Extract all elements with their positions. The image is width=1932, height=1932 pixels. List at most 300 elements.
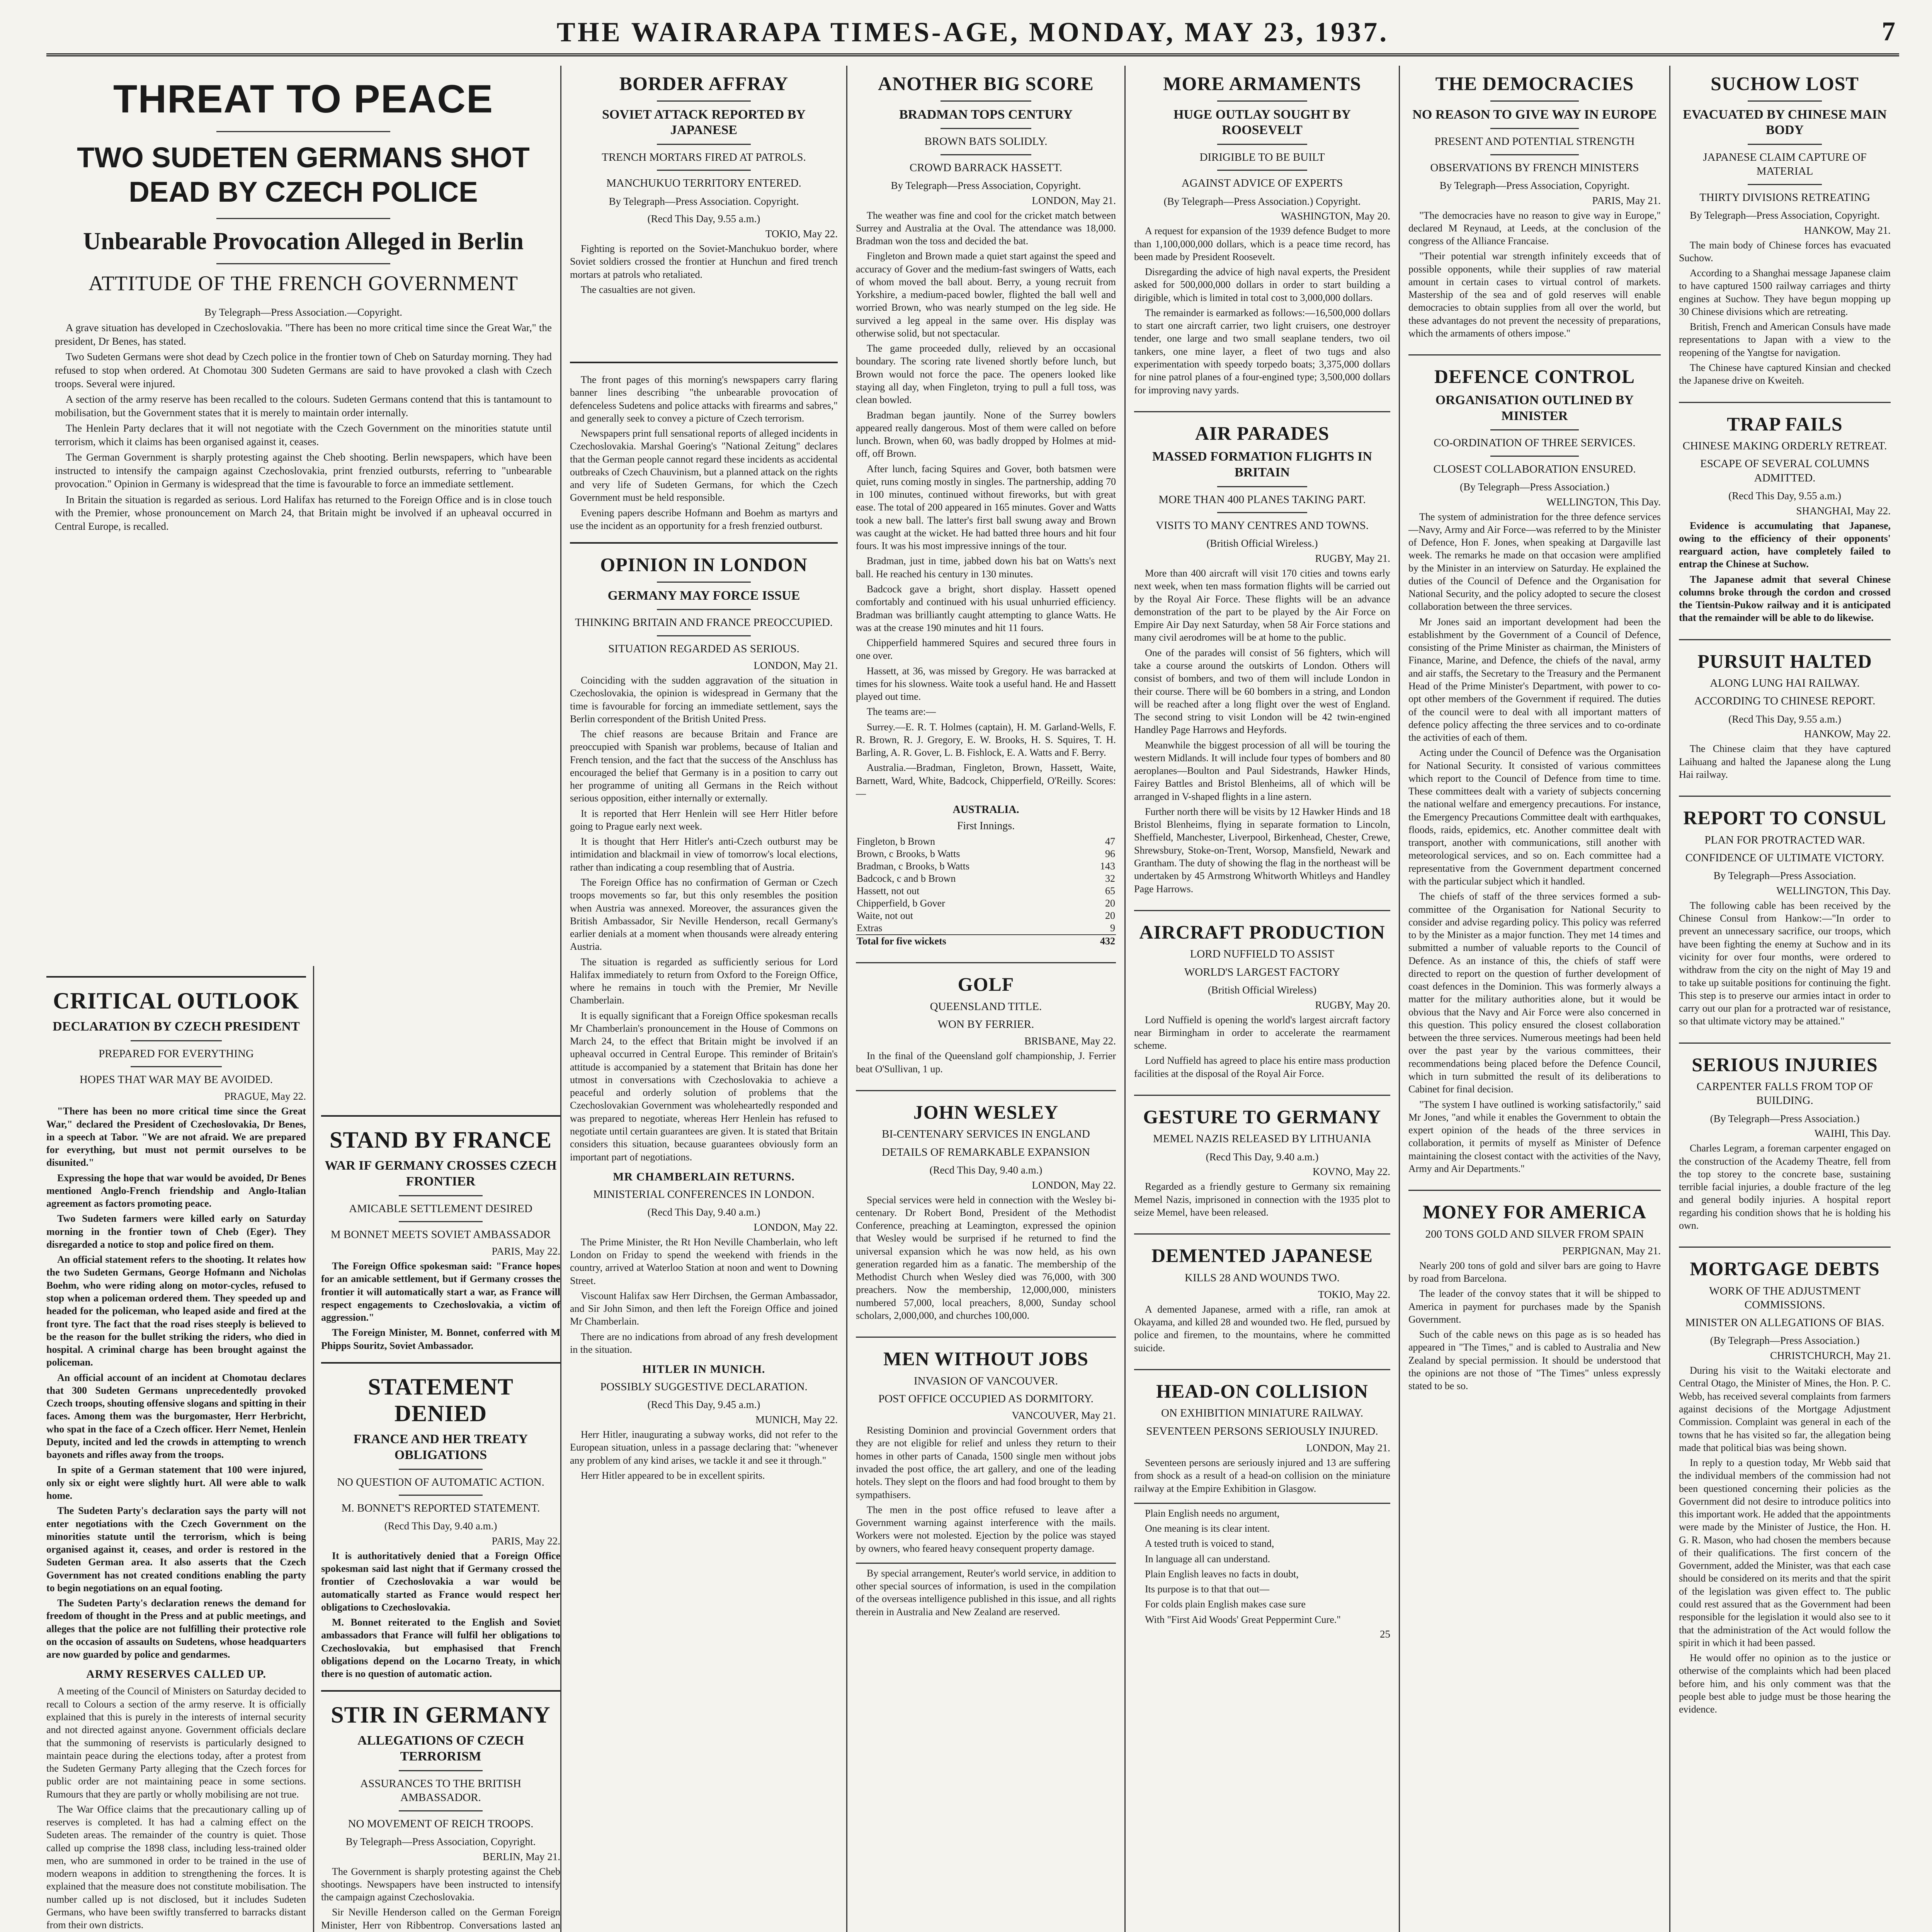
deck: WAR IF GERMANY CROSSES CZECH FRONTIER — [325, 1158, 557, 1189]
recd: (Recd This Day, 9.40 a.m.) — [1206, 1151, 1319, 1163]
paragraph: British, French and American Consuls have made representations to Japan with a view to the reopening of the Yangtse for navigation. — [1679, 321, 1891, 358]
batsman: Badcock, c and b Brown — [857, 873, 956, 884]
story-democracies — [1408, 73, 1661, 340]
story-body — [856, 1424, 1116, 1555]
deck: MEMEL NAZIS RELEASED BY LITHUANIA — [1153, 1133, 1371, 1145]
paragraph: The Chinese have captured Kinsian and checked the Japanese drive on Kweiteh. — [1679, 362, 1891, 386]
credit: (By Telegraph—Press Association.) Copyright. — [1163, 195, 1361, 207]
rule — [399, 1495, 483, 1496]
paragraph: Seventeen persons are seriously injured and 13 are suffering from shock as a result of a head-on collision on the miniature railway at the Empire Exhibition in Glasgow. — [1134, 1457, 1390, 1494]
story-body — [1134, 224, 1390, 396]
rule — [940, 154, 1032, 155]
deck: THIRTY DIVISIONS RETREATING — [1699, 191, 1870, 204]
headline-denied: STATEMENT DENIED — [368, 1374, 514, 1426]
deck: THINKING BRITAIN AND FRANCE PREOCCUPIED. — [575, 616, 833, 629]
paragraph: The Henlein Party declares that it will not negotiate with the Czech Government on the minorities statute until terrorism, which it claims has been organised against it, ceases. — [55, 422, 552, 447]
paragraph: Regarded as a friendly gesture to Germany six remaining Memel Nazis, imprisoned in connection with the 1935 plot to seize Memel, have been released. — [1134, 1181, 1390, 1218]
scorecard-row — [856, 910, 1116, 922]
paragraph: Plain English leaves no facts in doubt, — [1145, 1568, 1299, 1580]
credit: By Telegraph—Press Association. — [1713, 870, 1856, 882]
dateline: WELLINGTON, This Day. — [1776, 884, 1891, 896]
deck: INVASION OF VANCOUVER. — [913, 1374, 1058, 1387]
scorecard-row — [856, 835, 1116, 848]
story-threat-to-peace — [55, 77, 552, 533]
paragraph: Two Sudeten Germans were shot dead by Czech police in the frontier town of Cheb on Saturday morning. They had refused to stop when ordered. At Chomotau 300 Sudeten Germans are said to have provoked a clash with Czech troops. Several were injured. — [55, 351, 552, 389]
deck: MASSED FORMATION FLIGHTS IN BRITAIN — [1152, 449, 1372, 480]
deck: WON BY FERRIER. — [937, 1018, 1034, 1031]
paragraph: Disregarding the advice of high naval experts, the President asked for 500,000,000 dollars in order to start building a dirigible, which is limited in total cost to 3,000,000 dollars. — [1134, 266, 1390, 303]
paragraph: The system of administration for the three defence services—Navy, Army and Air Force—was referred to by the Minister of Defence, Hon F. Jones, when speaking at Dargaville last week. The remarks he made on that occasion were amplified by the Minister in an interview on Saturday. He explained the duties of the Council of Defence and the Organisation for National Security, and the policy adopted to secure the closest collaboration between the three services. — [1408, 511, 1661, 612]
runs: 32 — [1105, 873, 1115, 884]
rule — [657, 609, 751, 610]
dateline: BRISBANE, May 22. — [1024, 1035, 1116, 1047]
headline-london: OPINION IN LONDON — [600, 554, 808, 576]
rule — [216, 131, 390, 132]
deck: NO MOVEMENT OF REICH TROOPS. — [348, 1817, 534, 1830]
paragraph: The Foreign Minister, M. Bonnet, conferred with M Phipps Souritz, Soviet Ambassador. — [321, 1327, 560, 1351]
paragraph: In spite of a German statement that 100 were injured, only six or eight were slightly hurt. All were able to walk home. — [46, 1464, 306, 1501]
deck: POST OFFICE OCCUPIED AS DORMITORY. — [878, 1392, 1094, 1405]
story-gesture — [1134, 1095, 1390, 1219]
verse-lines — [1134, 1507, 1390, 1626]
rule — [321, 1690, 560, 1692]
story-body — [46, 1105, 306, 1661]
deck: NO REASON TO GIVE WAY IN EUROPE — [1412, 107, 1657, 122]
paragraph: Viscount Halifax saw Herr Dirchsen, the German Ambassador, and Sir John Simon, and then left the Foreign Office and joined Mr Chamberlain. — [570, 1290, 838, 1327]
rule — [46, 976, 306, 978]
credit: By Telegraph—Press Association. Copyright. — [609, 195, 799, 207]
story-body — [570, 242, 838, 296]
deck: SEVENTEEN PERSONS SERIOUSLY INJURED. — [1146, 1425, 1378, 1437]
deck: M BONNET MEETS SOVIET AMBASSADOR — [330, 1228, 551, 1241]
headline-score: ANOTHER BIG SCORE — [878, 73, 1094, 94]
paragraph: One meaning is its clear intent. — [1145, 1523, 1270, 1534]
rule — [399, 1195, 483, 1196]
paragraph: Further north there will be visits by 12 Hawker Hinds and 18 Bristol Blenheims, flying in separate formation to Lincoln, Sheffield, Manchester, Liverpool, Birkenhead, Chester, Crewe, Shrewsbury, Stoke-on-Trent, Worsop, Mansfield, Newark and Grantham. The duty of showing the flag in the northeast will be undertaken by 45 Armstrong Whitworth Whitleys and Handley Page Harrows. — [1134, 806, 1390, 895]
dateline: HANKOW, May 22. — [1804, 728, 1891, 740]
subhead-army: ARMY RESERVES CALLED UP. — [86, 1668, 266, 1681]
paragraph: Plain English needs no argument, — [1145, 1507, 1280, 1519]
paragraph: Coinciding with the sudden aggravation of the situation in Czechoslovakia, the opinion is widespread in Germany that the time is favourable for forcing an immediate settlement, says the Berlin correspondent of the British United Press. — [570, 674, 838, 724]
paragraph: The remainder is earmarked as follows:—16,500,000 dollars to start one aircraft carrier, two light cruisers, one destroyer tender, one large and two small seaplane tenders, two oil tankers, one mine layer, a fleet of two tugs and also experimentation with speedy torpedo boats; 3,375,000 dollars for nine patrol planes of a four-engined type; 3,500,000 dollars for improving navy yards. — [1134, 307, 1390, 396]
recd: (Recd This Day, 9.40 a.m.) — [929, 1164, 1043, 1176]
page-number: 7 — [1882, 17, 1895, 46]
credit: By Telegraph—Press Association, Copyright. — [891, 179, 1081, 191]
deck: M. BONNET'S REPORTED STATEMENT. — [341, 1502, 540, 1514]
runs: 9 — [1110, 922, 1115, 934]
deck: CLOSEST COLLABORATION ENSURED. — [1433, 463, 1636, 475]
masthead — [46, 11, 1899, 56]
paragraph: A demented Japanese, armed with a rifle, ran amok at Okayama, and killed 28 and wounded two. He fled, pursued by police and firemen, to the mountains, where he committed suicide. — [1134, 1303, 1390, 1354]
paragraph: M. Bonnet reiterated to the English and Soviet ambassadors that France will fulfil her obligations to Czechoslovakia, but emphasised that French obligations depend on the Locarno Treaty, in which there is no question of automatic action. — [321, 1617, 560, 1680]
rule — [216, 218, 390, 219]
deck: AGAINST ADVICE OF EXPERTS — [1181, 177, 1343, 190]
recd: (Recd This Day, 9.40 a.m.) — [384, 1520, 497, 1532]
deck: CROWD BARRACK HASSETT. — [909, 161, 1063, 174]
deck: CONFIDENCE OF ULTIMATE VICTORY. — [1685, 851, 1884, 864]
column-5 — [1399, 66, 1669, 1932]
deck: ACCORDING TO CHINESE REPORT. — [1694, 695, 1876, 707]
paragraph: Hassett, at 36, was missed by Gregory. He was barracked at times for his slowness. Waite took a useful hand. He and Hassett played out time. — [856, 665, 1116, 702]
paragraph: The Sudeten Party's declaration renews the demand for freedom of thought in the Press and at public meetings, and alleges that the police are not fulfilling their protective role on the occasion of assaults on Sudetens, whose headquarters are now guarded by police and gendarmes. — [46, 1597, 306, 1660]
headline-parades: AIR PARADES — [1195, 422, 1330, 444]
paragraph: He would offer no opinion as to the justice or otherwise of the complaints which had been placed before him, and his only comment was that the people best able to judge must be those hearing the evidence. — [1679, 1652, 1891, 1715]
story-demented — [1134, 1233, 1390, 1354]
headline-critical: CRITICAL OUTLOOK — [53, 988, 299, 1014]
story-body — [1134, 567, 1390, 895]
paragraph: The War Office claims that the precautionary calling up of reserves is completed. It has had a calming effect on the Sudeten areas. The remainder of the country is quiet. Those called up comprise the 1898 class, including less-trained older men, who are summoned in order to be trained in the use of modern weapons in addition to strengthening the forces. It is explained that the measure does not constitute mobilisation. The number called up is not disclosed, but it includes Sudeten Germans, who have been swiftly transferred to barracks distant from their own districts. — [46, 1803, 306, 1931]
batsman: Hassett, not out — [857, 885, 920, 897]
paragraph: Acting under the Council of Defence was the Organisation for National Security. It consisted of various committees which report to the Council of Defence from time to time. These committees dealt with a variety of subjects concerning the national welfare and emergency precautions. For instance, the Emergency Precautions Committee dealt with earthquakes, floods, raids, epidemics, etc. Another committee dealt with transport, another with communications, still another with meteorological services, and so on. Each committee had a representative from the Government department concerned with the particular subject which it handled. — [1408, 747, 1661, 887]
story-body — [1679, 519, 1891, 624]
paragraph: Charles Legram, a foreman carpenter engaged on the construction of the Academy Theatre, fell from the top storey to the concrete base, sustaining terrible facial injuries, a double fracture of the leg and general bodily injuries. A hospital report regarding his condition shows that he is holding his own. — [1679, 1143, 1891, 1231]
paragraph: The Foreign Office spokesman said: "France hopes for an amicable settlement, but if Germany crosses the frontier it will automatically start a war, as France will respect engagements to Czechoslovakia, a victim of aggression." — [321, 1260, 560, 1323]
runs: 20 — [1105, 910, 1115, 922]
rule — [570, 542, 838, 544]
paragraph: According to a Shanghai message Japanese claim to have captured 1500 railway carriages and thirty engines at Suchow. They have begun mopping up 30 Chinese divisions which are retreating. — [1679, 267, 1891, 317]
rule — [1217, 486, 1307, 487]
deck: 200 TONS GOLD AND SILVER FROM SPAIN — [1425, 1228, 1644, 1240]
credit: By Telegraph—Press Association, Copyright. — [345, 1835, 536, 1847]
deck: EVACUATED BY CHINESE MAIN BODY — [1683, 107, 1887, 138]
story-border-affray — [570, 73, 838, 296]
story-mortgage-debts — [1679, 1247, 1891, 1716]
paragraph: Chipperfield hammered Squires and secured three fours in one over. — [856, 637, 1116, 662]
deck: BRADMAN TOPS CENTURY — [899, 107, 1073, 122]
paragraph: The men in the post office refused to leave after a Government warning against interference with the mails. Workers were not molested. Ejection by the police was stayed by owners, who feared heavy consequent property damage. — [856, 1504, 1116, 1554]
dateline: LONDON, May 21. — [1306, 1442, 1390, 1454]
deck: ALLEGATIONS OF CZECH TERRORISM — [357, 1733, 524, 1764]
scorecard — [856, 835, 1116, 947]
credit: (By Telegraph—Press Association.) — [1460, 481, 1609, 493]
paragraph: Fingleton and Brown made a quiet start against the speed and accuracy of Gover and the medium-fast swingers of Watts, each of whom moved the ball about. Berry, a young recruit from Yorkshire, a medium-paced bowler, flighted the ball well and worried Brown, who was nearly stumped on the leg side. He survived a leg appeal in the same over. His display was otherwise solid, but not spectacular. — [856, 250, 1116, 339]
dateline: PRAGUE, May 22. — [224, 1090, 306, 1102]
story-body — [1134, 1180, 1390, 1219]
paragraph: Resisting Dominion and provincial Government orders that they are not eligible for relief and unless they return to their homes in other parts of Canada, 1500 single men without jobs invaded the post office, the art gallery, and one of the leading hotels. They slept on the floors and had food brought to them by sympathisers. — [856, 1425, 1116, 1500]
paragraph: Badcock gave a bright, short display. Hassett opened comfortably and continued with his usual unhurried efficiency. Bradman was brilliantly caught attempting to glance Watts. He was at the crease 190 minutes and hit 11 fours. — [856, 583, 1116, 633]
deck: AMICABLE SETTLEMENT DESIRED — [349, 1202, 532, 1215]
story-body — [570, 1428, 838, 1482]
deck: CHINESE MAKING ORDERLY RETREAT. — [1682, 440, 1887, 452]
runs: 47 — [1105, 836, 1115, 847]
story-aircraft-production — [1134, 910, 1390, 1080]
story-defence-control — [1408, 354, 1661, 1175]
deck: NO QUESTION OF AUTOMATIC ACTION. — [337, 1476, 544, 1488]
rule — [940, 128, 1032, 129]
dateline: KOVNO, May 22. — [1313, 1166, 1390, 1178]
rule — [1748, 184, 1822, 185]
paragraph: Bradman, just in time, jabbed down his bat on Watts's next ball. He reached his century in 130 minutes. — [856, 555, 1116, 580]
story-money-for-america — [1408, 1190, 1661, 1392]
story-body — [1679, 1364, 1891, 1716]
column-1 — [46, 66, 560, 1932]
rule — [1490, 100, 1579, 102]
recd: (Recd This Day, 9.55 a.m.) — [647, 213, 760, 225]
paragraph: For colds plain English makes case sure — [1145, 1599, 1306, 1610]
scorecard-row — [856, 872, 1116, 885]
paragraph: After lunch, facing Squires and Gover, both batsmen were quiet, runs coming mostly in singles. The partnership, adding 70 in 100 minutes, continued without fireworks, but with great ease. The total of 200 appeared in 165 minutes. Gover and Watts took a new ball. The latter's first ball swung away and Brown was caught at the wicket. He had batted three hours and hit four fours. It was his most impressive innings of the tour. — [856, 463, 1116, 552]
batsman: Brown, c Brooks, b Watts — [857, 848, 960, 860]
batsman: Fingleton, b Brown — [857, 836, 935, 847]
headline-collision: HEAD-ON COLLISION — [1156, 1380, 1369, 1402]
deck: TRENCH MORTARS FIRED AT PATROLS. — [602, 151, 806, 164]
rule — [399, 1469, 483, 1470]
story-body — [321, 1260, 560, 1352]
deck: WORLD'S LARGEST FACTORY — [1184, 966, 1340, 978]
paragraph: One of the parades will consist of 56 fighters, which will take a course around the outskirts of London. Others will consist of bombers, and two of them will include London in their course. There will be 60 bombers in a string, and London will be reached after a long flight over the west of England. The second string to visit London will be 42 twin-engined Handley Page Harrows and Heyfords. — [1134, 647, 1390, 736]
paragraph: The teams are:— — [867, 706, 936, 718]
column-4 — [1124, 66, 1399, 1932]
dateline: PERPIGNAN, May 21. — [1562, 1245, 1661, 1257]
story-serious-injuries — [1679, 1043, 1891, 1232]
column-2 — [560, 66, 846, 1932]
paragraph: The Foreign Office has no confirmation of German or Czech troops movements so far, but this only resembles the position when Austria was annexed. Moreover, the assurances given the British Ambassador, Sir Neville Henderson, recall Germany's earlier denials at a moment when thousands were already entering Austria. — [570, 876, 838, 952]
rule — [657, 635, 751, 636]
dateline: PARIS, May 21. — [1592, 194, 1661, 206]
batsman: Chipperfield, b Gover — [857, 898, 945, 909]
rule — [1490, 429, 1579, 430]
paragraph: A tested truth is voiced to stand, — [1145, 1538, 1274, 1549]
subhead: MR CHAMBERLAIN RETURNS. — [613, 1170, 795, 1183]
paragraph: A grave situation has developed in Czechoslovakia. "There has been no more critical time since the Great War," the president, Dr Benes, has stated. — [55, 322, 552, 347]
deck: SITUATION REGARDED AS SERIOUS. — [608, 642, 799, 655]
headline-border: BORDER AFFRAY — [619, 73, 789, 94]
deck: FRANCE AND HER TREATY OBLIGATIONS — [353, 1432, 528, 1462]
deck: PRESENT AND POTENTIAL STRENGTH — [1434, 135, 1635, 148]
story-body — [856, 1194, 1116, 1322]
story-body — [856, 1049, 1116, 1075]
paragraph: The chiefs of staff of the three services formed a sub-committee of the Organisation for National Security to consider and advise regarding policy. This policy was referred to by the Minister as a major function. They met 14 times and submitted a number of valuable reports to the Council of Defence. As an instance of this, the chiefs of staff were directed to report on the question of further development of coast defences in the Dominion. This was formerly always a matter for the military authorities alone, but it would be obvious that the Navy and Air Force were also concerned in this question. This policy ensured the closest collaboration between the three services. Numerous meetings had been held over the past year by the various committees, their recommendations being placed before the Defence Council, which in turn submitted the result of its deliberations to Cabinet for final decision. — [1408, 891, 1661, 1095]
advert-verse — [1134, 1503, 1390, 1640]
headline-democracies: THE DEMOCRACIES — [1435, 73, 1634, 94]
paragraph: An official account of an incident at Chomotau declares that 300 Sudeten Germans unprecedentedly provoked Czech troops, shouting offensive slogans and spitting in their faces. Among them was the burgomaster, Herr Herbricht, who spat in the face of a Czech officer. Herr Nemet, Henlein Deputy, incited and led the crowds in attempting to wrench bayonets and rifles away from the troops. — [46, 1372, 306, 1461]
column-6 — [1669, 66, 1899, 1932]
rule — [131, 1066, 221, 1067]
story-body — [570, 674, 838, 1163]
headline-jobs: MEN WITHOUT JOBS — [883, 1348, 1088, 1370]
column-3 — [846, 66, 1124, 1932]
paragraph: Sir Neville Henderson called on the German Foreign Minister, Herr von Ribbentrop. Conversations lasted an — [321, 1906, 560, 1931]
deck: SOVIET ATTACK REPORTED BY JAPANESE — [602, 107, 806, 138]
story-suchow — [1679, 73, 1891, 387]
story-collision — [1134, 1369, 1390, 1640]
credit: (British Official Wireless) — [1208, 984, 1317, 996]
paragraph: "Their potential war strength infinitely exceeds that of possible opponents, while their supplies of raw material amount in certain cases to virtual control of markets. Mastership of the sea and of gold reserves will enable democracies to obtain supplies from all over the world, but these advantages do not prevent the necessity of preparations, which the armaments of others impose." — [1408, 250, 1661, 339]
paragraph: In Britain the situation is regarded as serious. Lord Halifax has returned to the Foreign Office and is in close touch with the Premier, whose pronouncement on March 24, that Britain might be involved if an upheaval occurred in Central Europe, is recalled. — [55, 493, 552, 532]
deck: DETAILS OF REMARKABLE EXPANSION — [882, 1146, 1090, 1158]
runs: 96 — [1105, 848, 1115, 860]
deck: MINISTER ON ALLEGATIONS OF BIAS. — [1685, 1316, 1884, 1329]
credit: By Telegraph—Press Association, Copyright. — [1439, 179, 1630, 191]
note-text: By special arrangement, Reuter's world service, in addition to other special sources of information, is used in the compilation of the overseas intelligence published in this issue, and all rights therein in Australia and New Zealand are reserved. — [856, 1567, 1116, 1617]
dateline: WASHINGTON, May 20. — [1281, 210, 1390, 222]
rule — [1490, 154, 1579, 155]
paragraph: The Japanese admit that several Chinese columns broke through the cordon and crossed the Tientsin-Pukow railway and it is anticipated that the remainder will be able to do likewise. — [1679, 573, 1891, 624]
headline-armaments: MORE ARMAMENTS — [1163, 73, 1361, 94]
paragraph: It is equally significant that a Foreign Office spokesman recalls Mr Chamberlain's pronouncement in the House of Commons on March 24, to the effect that Britain might be involved if an upheaval occurred in Central Europe. This reminder of Britain's attitude is accompanied by a statement that Britain has done her utmost in conversations with Czechoslovakia to achieve a peaceful and orderly solution of problems that the Czechoslovakian Government was wholeheartedly responded and was prepared to negotiate, whereas Herr Henlein has refused to negotiate until certain guarantees are given. It is stated that Britain considers this situation, because guarantees obviously form an important part of negotiations. — [570, 1010, 838, 1163]
story-trap-fails — [1679, 402, 1891, 624]
paragraph: The Prime Minister, the Rt Hon Neville Chamberlain, who left London on Friday to spend the weekend with friends in the country, arrived at Waterloo Station at noon and went to Downing Street. — [570, 1236, 838, 1286]
column-1a — [46, 966, 313, 1932]
story-body — [1679, 239, 1891, 387]
dateline: HANKOW, May 21. — [1804, 224, 1891, 236]
paragraph: Two Sudeten farmers were killed early on Saturday morning in the frontier town of Cheb (Eger). They disregarded a notice to stop and police fired on them. — [46, 1213, 306, 1250]
rule — [657, 144, 751, 145]
paragraph: Mr Jones said an important development had been the establishment by the Government of a Council of Defence, consisting of the Prime Minister as chairman, the Ministers of Finance, Marine, and Defence, the chiefs of the naval, army and air staffs, the Secretary to the Treasury and the Permanent Head of the Prime Minister's Department, with power to co-opt other members of the Government if required. The duties of the council were to deal with all important matters of defence policy affecting the three services and to co-ordinate the activities of each of them. — [1408, 616, 1661, 743]
paragraph: Expressing the hope that war would be avoided, Dr Benes mentioned Anglo-French friendship and Anglo-Italian agreement as factors promoting peace. — [46, 1172, 306, 1209]
deck: LORD NUFFIELD TO ASSIST — [1190, 948, 1335, 961]
story-body — [321, 1865, 560, 1932]
deck: PLAN FOR PROTRACTED WAR. — [1704, 833, 1865, 846]
paragraph: More than 400 aircraft will visit 170 cities and towns early next week, when ten mass formation flights will be carried out by the Royal Air Force. These flights will be an advance demonstration of the part to be played by the Air Force on Empire Air Day next Saturday, when 58 Air Force stations and many civil aerodromes will be at home to the public. — [1134, 568, 1390, 643]
paragraph: Such of the cable news on this page as is so headed has appeared in "The Times," and is cabled to Australia and New Zealand by special permission. It should be understood that the opinions are not those of "The Times" unless expressly stated to be so. — [1408, 1329, 1661, 1392]
dateline: SHANGHAI, May 22. — [1796, 505, 1891, 517]
story-body — [1134, 1456, 1390, 1495]
paragraph: The leader of the convoy states that it will be shipped to America in payment for purchases made by the Spanish Government. — [1408, 1288, 1661, 1325]
credit: By Telegraph—Press Association.—Copyright. — [204, 306, 403, 318]
deck: HUGE OUTLAY SOUGHT BY ROOSEVELT — [1173, 107, 1351, 138]
dateline: PARIS, May 22. — [492, 1245, 560, 1257]
paragraph: Its purpose is to that that out— — [1145, 1583, 1270, 1595]
paragraph: Surrey.—E. R. T. Holmes (captain), H. M. Garland-Wells, F. R. Brown, R. J. Gregory, E. W. Brooks, H. S. Squires, T. H. Barling, A. R. Gover, L. B. Fishlock, E. A. Watts and F. Berry. — [856, 721, 1116, 759]
paragraph: During his visit to the Waitaki electorate and Central Otago, the Minister of Mines, the Hon. P. C. Webb, has received several complaints from farmers against decisions of the Mortgage Adjustment Commission. Complaint was general in each of the towns that he has visited so far, the allegation being made that political bias was being shown. — [1679, 1365, 1891, 1453]
paragraph: In reply to a question today, Mr Webb said that the individual members of the commission had not been questioned concerning their policies as the Government did not desire to introduce politics into this important work. He added that the appointments were made by the Minister of Justice, the Hon. H. G. R. Mason, who had chosen the members because of their qualifications. The first concern of the Government, added the Minister, was that each case should be considered on its merits and that the spirit of the legislation was given effect to. The public could rest assured that as the Government had been responsible for the legislation it would also see to it that the administration of the Act would follow the spirit in which it had been passed. — [1679, 1457, 1891, 1648]
column-1b — [313, 966, 560, 1932]
credit: (British Official Wireless.) — [1206, 537, 1318, 549]
paragraph: There are no indications from abroad of any fresh development in the situation. — [570, 1331, 838, 1355]
dateline: RUGBY, May 21. — [1315, 553, 1390, 565]
paragraph: The front pages of this morning's newspapers carry flaring banner lines describing "the unbearable provocation of defenceless Sudetens and police attacks with firearms and sabres," and generally seek to convey a picture of Czech terrorism. — [570, 374, 838, 424]
deck: KILLS 28 AND WOUNDS TWO. — [1185, 1271, 1340, 1284]
column-2-lower — [570, 352, 838, 1484]
recd: (Recd This Day, 9.55 a.m.) — [1728, 490, 1841, 502]
paragraph: The Government is sharply protesting against the Cheb shootings. Newspapers have been instructed to intensify the campaign against Czechoslovakia. — [321, 1866, 560, 1903]
deck: DIRIGIBLE TO BE BUILT — [1199, 151, 1325, 164]
paragraph: The German Government is sharply protesting against the Cheb shooting. Berlin newspapers, which have been instructed to intensify the campaign against Czechoslovakia, print frenzied outbursts, referring to "unbearable provocation." Opinion in Germany is widespread that the time is favourable to force an immediate settlement. — [55, 451, 552, 490]
rule — [399, 1810, 483, 1811]
dateline: RUGBY, May 20. — [1315, 999, 1390, 1011]
story-report-to-consul — [1679, 796, 1891, 1027]
dateline: WELLINGTON, This Day. — [1546, 496, 1661, 508]
headline-sudeten: TWO SUDETEN GERMANS SHOT DEAD BY CZECH POLICE — [77, 141, 530, 208]
deck: GERMANY MAY FORCE ISSUE — [607, 588, 800, 603]
batsman: Waite, not out — [857, 910, 913, 922]
scorecard-row — [856, 897, 1116, 910]
runs: 65 — [1105, 885, 1115, 897]
dateline: MUNICH, May 22. — [755, 1414, 838, 1426]
story-body — [1134, 1014, 1390, 1080]
paragraph: It is thought that Herr Hitler's anti-Czech outburst may be intimidation and blackmail in view of tomorrow's local elections, rather than indicating a coup resembling that of Austria. — [570, 836, 838, 873]
rule — [1490, 456, 1579, 457]
headline-stand: STAND BY FRANCE — [329, 1127, 552, 1153]
credit: (By Telegraph—Press Association.) — [1710, 1335, 1860, 1347]
total-label: Total for five wickets — [856, 935, 1083, 947]
story-body — [1408, 209, 1661, 340]
headline-stir: STIR IN GERMANY — [331, 1702, 551, 1728]
paragraph: A section of the army reserve has been recalled to the colours. Sudeten Germans contend that this is tantamount to mobilisation, but the Government states that it is merely to maintain order internally. — [55, 393, 552, 418]
headline-money: MONEY FOR AMERICA — [1422, 1201, 1646, 1223]
paragraph: Newspapers print full sensational reports of alleged incidents in Czechoslovakia. Marshal Goering's "National Zeitung" declares that the German people cannot regard these incidents as accidental outbreaks of Czech Chauvinism, but a planned attack on the rights and very life of Sudeten Germans, for which the Czech Government must be held responsible. — [570, 428, 838, 503]
paragraph: Lord Nuffield is opening the world's largest aircraft factory near Birmingham in order to accelerate the rearmament scheme. — [1134, 1014, 1390, 1051]
scorecard-total — [856, 935, 1116, 947]
deck: MORE THAN 400 PLANES TAKING PART. — [1158, 493, 1366, 506]
dateline: WAIHI, This Day. — [1814, 1128, 1891, 1139]
dateline: TOKIO, May 22. — [1318, 1288, 1390, 1300]
paragraph: The Sudeten Party's declaration says the party will not enter negotiations with the Czech Government on the minorities statute until the terrorism, which is being organised against it, ceases, and order is restored in the Sudeten German area. It also asserts that the Czech Government has not created conditions enabling the party to begin negotiations on an equal footing. — [46, 1505, 306, 1594]
headline-trap: TRAP FAILS — [1727, 413, 1843, 435]
rule — [321, 1362, 560, 1364]
team-heading: AUSTRALIA. — [952, 804, 1019, 816]
story-body — [1679, 742, 1891, 781]
scorecard-row — [856, 860, 1116, 872]
rule — [1217, 100, 1307, 102]
paragraph: The casualties are not given. — [581, 284, 696, 295]
rule — [1490, 128, 1579, 129]
rule — [131, 1040, 221, 1041]
rule — [216, 263, 390, 264]
story-body — [55, 321, 552, 533]
headline-demented: DEMENTED JAPANESE — [1151, 1245, 1373, 1267]
paragraph: The main body of Chinese forces has evacuated Suchow. — [1679, 239, 1891, 264]
deck: ON EXHIBITION MINIATURE RAILWAY. — [1161, 1407, 1364, 1420]
rule — [321, 1115, 560, 1117]
headline-consul: REPORT TO CONSUL — [1683, 807, 1886, 829]
paragraph: The situation is regarded as sufficiently serious for Lord Halifax immediately to return from Oxford to the Foreign Office, where he remains in touch with the Premier, Mr Neville Chamberlain. — [570, 956, 838, 1006]
deck: QUEENSLAND TITLE. — [930, 1000, 1042, 1013]
scorecard-row — [856, 885, 1116, 897]
rule — [1217, 170, 1307, 171]
subhead-berlin: Unbearable Provocation Alleged in Berlin — [83, 227, 524, 255]
batsman: Bradman, c Brooks, b Watts — [857, 861, 970, 872]
headline-suchow: SUCHOW LOST — [1711, 73, 1859, 94]
paragraph: Bradman began jauntily. None of the Surrey bowlers appeared really dangerous. Most of them were called on before lunch. Brown, when 60, was badly dropped by Holmes at mid-off, off Brown. — [856, 409, 1116, 459]
recd: (Recd This Day, 9.40 a.m.) — [647, 1206, 760, 1218]
deck: CO-ORDINATION OF THREE SERVICES. — [1434, 437, 1636, 449]
deck: HOPES THAT WAR MAY BE AVOIDED. — [79, 1073, 273, 1086]
runs: 143 — [1100, 861, 1115, 872]
rule — [657, 100, 751, 102]
story-golf — [856, 962, 1116, 1075]
deck: ALONG LUNG HAI RAILWAY. — [1710, 677, 1860, 690]
deck: VISITS TO MANY CENTRES AND TOWNS. — [1155, 519, 1369, 532]
story-body — [1408, 510, 1661, 1175]
recd: (Recd This Day, 9.55 a.m.) — [1728, 713, 1841, 725]
paragraph: The chief reasons are because Britain and France are preoccupied with Spanish war problems, because of Italian and French tension, and the fact that the success of the Anschluss has encouraged the belief that Germany is in a position to carry out her programme of uniting all Germans in the Reich without serious opposition, either internally or externally. — [570, 728, 838, 804]
story-pursuit-halted — [1679, 639, 1891, 781]
story-body — [856, 209, 1116, 800]
paragraph: With "First Aid Woods' Great Peppermint Cure." — [1145, 1614, 1341, 1625]
paragraph: Fighting is reported on the Soviet-Manchukuo border, where Soviet soldiers crossed the frontier at Hunchun and fired trench mortars at patrols who retaliated. — [570, 243, 838, 280]
story-body — [570, 1236, 838, 1356]
paragraph: It is authoritatively denied that a Foreign Office spokesman said last night that if Germany crossed the frontier of Czechoslovakia a war would be automatically started as France would respect her obligations to Czechoslovakia. — [321, 1550, 560, 1613]
paragraph: It is reported that Herr Henlein will see Herr Hitler before going to Prague early next week. — [570, 808, 838, 832]
paragraph: In language all can understand. — [1145, 1553, 1270, 1565]
paragraph: A request for expansion of the 1939 defence Budget to more than 1,100,000,000 dollars, which is a peace time record, has been made by President Roosevelt. — [1134, 225, 1390, 262]
paragraph: The game proceeded dully, relieved by an occasional boundary. The scoring rate livened shortly before lunch, but Brown would not force the pace. The openers looked like staying all day, when Fingleton, trying to pull a full toss, was clean bowled. — [856, 343, 1116, 406]
deck: MINISTERIAL CONFERENCES IN LONDON. — [593, 1188, 815, 1201]
total-value: 432 — [1083, 935, 1116, 947]
paragraph: Herr Hitler, inaugurating a subway works, did not refer to the European situation, unless in a passage declaring that: "whenever any problem of any kind arises, we tackle it and see it through." — [570, 1429, 838, 1466]
credit: By Telegraph—Press Association, Copyright. — [1690, 209, 1880, 221]
verse-number: 25 — [1380, 1628, 1390, 1640]
story-men-without-jobs — [856, 1337, 1116, 1618]
story-body — [570, 373, 838, 532]
dateline: LONDON, May 22. — [1032, 1179, 1116, 1191]
paragraph: Meanwhile the biggest procession of all will be touring the western Midlands. It will include four types of bombers and 80 aeroplanes—Boulton and Paul Sidestrands, Hawker Hinds, Fairey Battles and Bristol Blenheims, all of which will be arranged in V-shaped flights in a line astern. — [1134, 739, 1390, 802]
deck: WORK OF THE ADJUSTMENT COMMISSIONS. — [1709, 1284, 1861, 1311]
dateline: PARIS, May 22. — [492, 1535, 560, 1547]
credit: (By Telegraph—Press Association.) — [1710, 1112, 1860, 1124]
